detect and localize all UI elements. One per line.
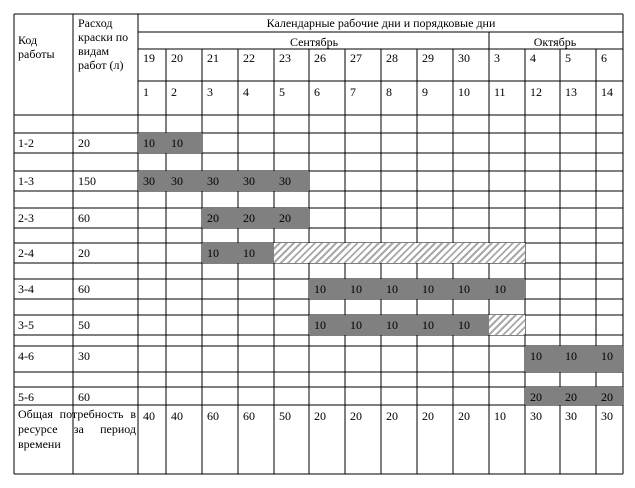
ordinal-day: 10 xyxy=(458,85,470,99)
header-code-label: Код работы xyxy=(18,33,55,61)
hatched-slack-segment xyxy=(274,243,525,263)
row-paint: 150 xyxy=(78,174,96,188)
total-value: 20 xyxy=(386,409,398,423)
bar-value: 30 xyxy=(207,174,219,188)
row-paint: 20 xyxy=(78,136,90,150)
total-value: 20 xyxy=(458,409,470,423)
row-paint: 30 xyxy=(78,349,90,363)
calendar-day: 30 xyxy=(458,51,470,65)
row-paint: 20 xyxy=(78,246,90,260)
ordinal-day: 6 xyxy=(314,85,320,99)
calendar-day: 29 xyxy=(422,51,434,65)
calendar-day: 23 xyxy=(279,51,291,65)
bar-value: 10 xyxy=(143,136,155,150)
row-code: 2-3 xyxy=(18,211,34,225)
ordinal-day: 5 xyxy=(279,85,285,99)
ordinal-day: 13 xyxy=(565,85,577,99)
month-september: Сентябрь xyxy=(289,35,339,49)
calendar-day: 20 xyxy=(171,51,183,65)
total-value: 60 xyxy=(243,409,255,423)
row-paint: 60 xyxy=(78,282,90,296)
bar-value: 20 xyxy=(279,211,291,225)
calendar-day: 19 xyxy=(143,51,155,65)
total-value: 20 xyxy=(314,409,326,423)
bar-value: 20 xyxy=(207,211,219,225)
bar-value: 30 xyxy=(171,174,183,188)
row-code: 1-3 xyxy=(18,174,34,188)
bar-value: 10 xyxy=(386,318,398,332)
ordinal-day: 4 xyxy=(243,85,249,99)
calendar-day: 22 xyxy=(243,51,255,65)
bar-value: 10 xyxy=(458,282,470,296)
ordinal-day: 7 xyxy=(350,85,356,99)
header-calendar-title: Календарные рабочие дни и порядковые дни xyxy=(266,16,496,30)
bar-value: 30 xyxy=(243,174,255,188)
bar-value: 10 xyxy=(458,318,470,332)
total-value: 60 xyxy=(207,409,219,423)
header-paint-label: Расход краски по видам работ (л) xyxy=(78,16,129,72)
calendar-day: 28 xyxy=(386,51,398,65)
row-paint: 60 xyxy=(78,211,90,225)
bar-value: 10 xyxy=(243,246,255,260)
calendar-day: 6 xyxy=(601,51,607,65)
ordinal-day: 1 xyxy=(143,85,149,99)
total-value: 40 xyxy=(143,409,155,423)
row-code: 3-4 xyxy=(18,282,34,296)
bar-value: 10 xyxy=(422,282,434,296)
calendar-day: 21 xyxy=(207,51,219,65)
bar-value: 10 xyxy=(494,282,506,296)
total-value: 20 xyxy=(350,409,362,423)
total-value: 50 xyxy=(279,409,291,423)
ordinal-day: 3 xyxy=(207,85,213,99)
calendar-day: 3 xyxy=(494,51,500,65)
month-october: Октябрь xyxy=(533,35,577,49)
ordinal-day: 9 xyxy=(422,85,428,99)
row-code: 3-5 xyxy=(18,318,34,332)
ordinal-day: 14 xyxy=(601,85,613,99)
ordinal-day: 11 xyxy=(494,85,506,99)
bar-value: 10 xyxy=(601,349,613,363)
bar-value: 10 xyxy=(314,318,326,332)
bar-value: 10 xyxy=(314,282,326,296)
total-value: 40 xyxy=(171,409,183,423)
bar-value: 30 xyxy=(143,174,155,188)
calendar-day: 27 xyxy=(350,51,362,65)
total-value: 30 xyxy=(530,409,542,423)
total-value: 20 xyxy=(422,409,434,423)
bar-value: 10 xyxy=(530,349,542,363)
row-code: 5-6 xyxy=(18,390,34,404)
bar-value: 20 xyxy=(565,390,577,404)
calendar-day: 4 xyxy=(530,51,536,65)
bar-value: 10 xyxy=(422,318,434,332)
bar-value: 20 xyxy=(530,390,542,404)
bar-value: 10 xyxy=(171,136,183,150)
hatched-slack-segment xyxy=(489,315,525,335)
bar-value: 10 xyxy=(386,282,398,296)
total-label: Общая потребность в ресурсе за период времени xyxy=(18,407,136,451)
total-value: 30 xyxy=(565,409,577,423)
total-value: 30 xyxy=(601,409,613,423)
bar-value: 30 xyxy=(279,174,291,188)
bar-value: 20 xyxy=(243,211,255,225)
total-value: 10 xyxy=(494,409,506,423)
bar-value: 10 xyxy=(565,349,577,363)
bar-value: 10 xyxy=(350,282,362,296)
ordinal-day: 12 xyxy=(530,85,542,99)
row-paint: 60 xyxy=(78,390,90,404)
bar-value: 10 xyxy=(207,246,219,260)
work-bar xyxy=(309,279,525,299)
bar-value: 20 xyxy=(601,390,613,404)
row-code: 4-6 xyxy=(18,349,34,363)
calendar-day: 26 xyxy=(314,51,326,65)
row-code: 1-2 xyxy=(18,136,34,150)
bar-value: 10 xyxy=(350,318,362,332)
row-paint: 50 xyxy=(78,318,90,332)
ordinal-day: 8 xyxy=(386,85,392,99)
calendar-day: 5 xyxy=(565,51,571,65)
ordinal-day: 2 xyxy=(171,85,177,99)
row-code: 2-4 xyxy=(18,246,34,260)
